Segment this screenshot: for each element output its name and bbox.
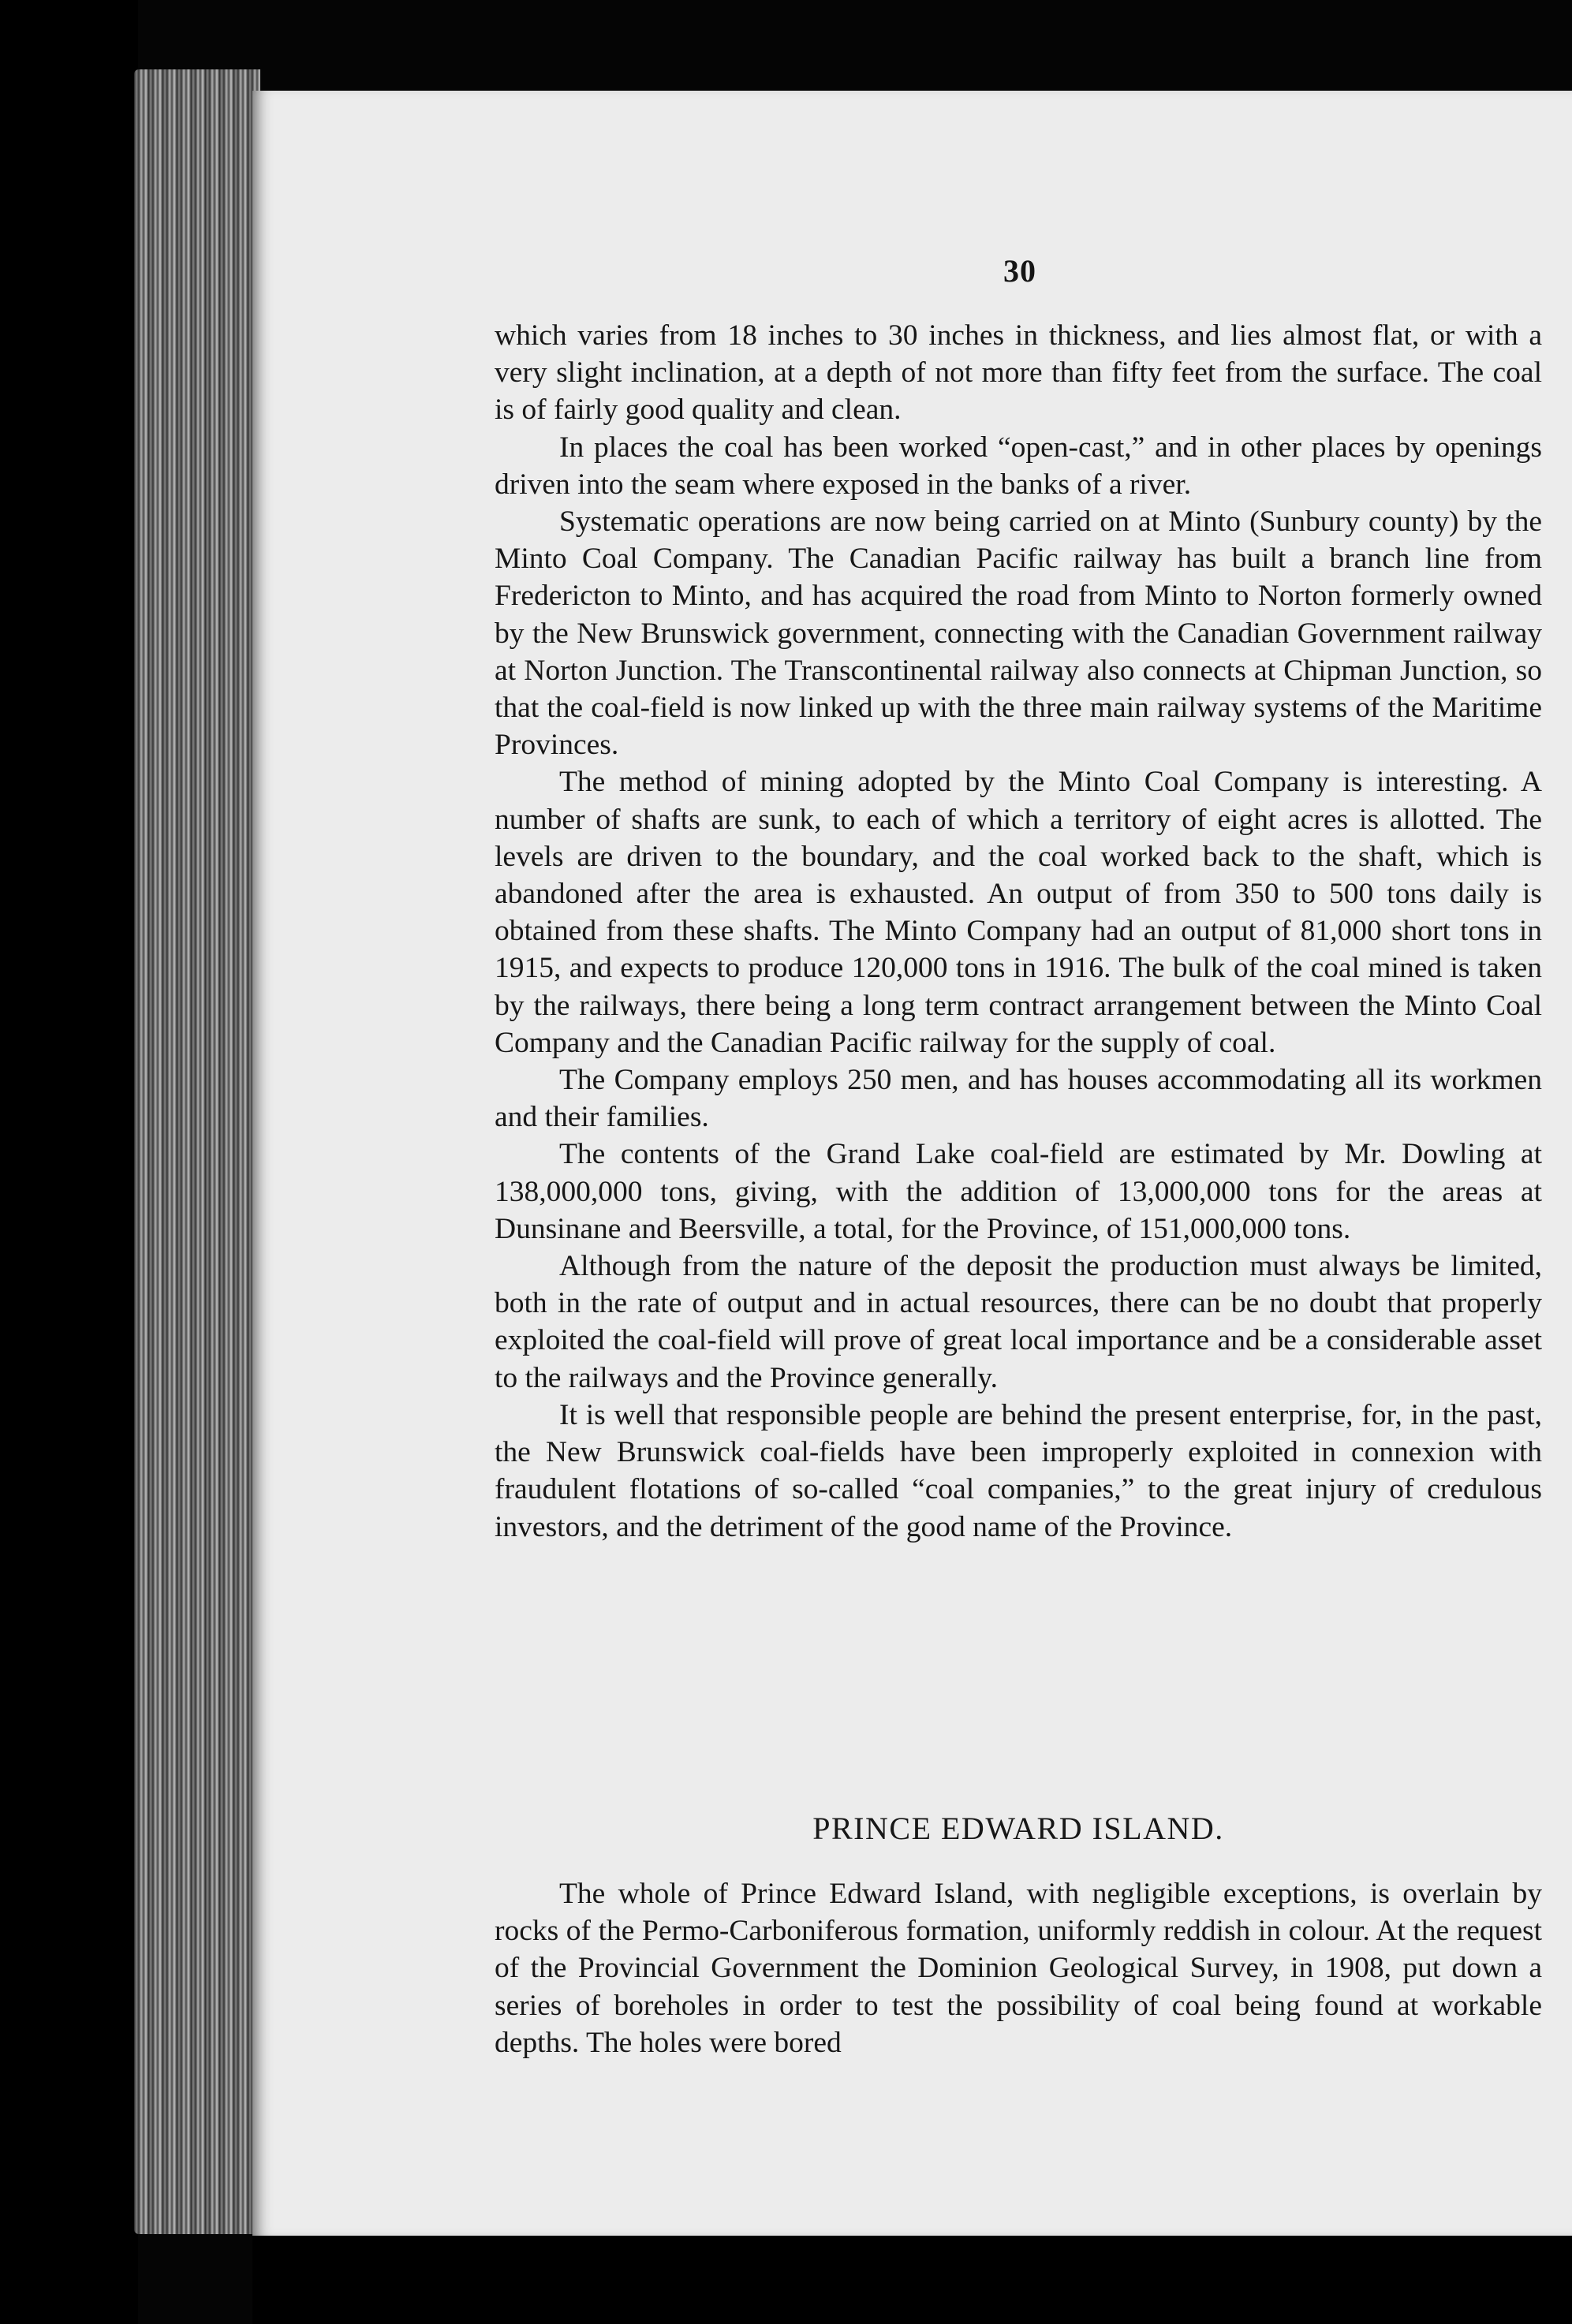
paragraph: Systematic operations are now being carried on at Minto (Sunbury county) by the Minto Coal Company. The Canadian Pacific railway has built a branch line from Fredericton to Minto, and has acquired the road from Minto to Norton formerly owned by the New Brunswick government, connecting with the Canadian Government railway at Norton Junction. The Transcontinental railway also connects at Chipman Junction, so that the coal-field is now linked up with the three main railway systems of the Maritime Provinces.: [495, 505, 1542, 762]
page-number: 30: [1003, 253, 1036, 289]
section-heading: PRINCE EDWARD ISLAND.: [812, 1811, 1224, 1846]
paragraph: The Company employs 250 men, and has houses accommodating all its workmen and their families.: [495, 1064, 1542, 1134]
body-text: [495, 317, 1542, 1546]
paragraph: The contents of the Grand Lake coal-field are estimated by Mr. Dowling at 138,000,000 tons, giving, with the addition of 13,000,000 tons for the areas at Dunsinane and Beersville, a total, for the Province, of 151,000,000 tons.: [495, 1138, 1542, 1245]
book-page-edges: [134, 69, 260, 2234]
paragraph: The whole of Prince Edward Island, with negligible exceptions, is overlain by rocks of the Permo-Carboniferous formation, uniformly reddish in colour. At the request of the Provincial Government the Dominion Geological Survey, in 1908, put down a series of boreholes in order to test the possibility of coal being found at workable depths. The holes were bored: [495, 1878, 1542, 2059]
paragraph: In places the coal has been worked “open-cast,” and in other places by openings driven into the seam where exposed in the banks of a river.: [495, 431, 1542, 501]
paragraph: It is well that responsible people are behind the present enterprise, for, in the past, the New Brunswick coal-fields have been improperly exploited in connexion with fraudulent flotations of so-called “coal companies,” to the great injury of credulous investors, and the detriment of the good name of the Province.: [495, 1398, 1542, 1543]
paragraph-continuation: which varies from 18 inches to 30 inches in thickness, and lies almost flat, or with a very slight inclination, at a depth of not more than fifty feet from the surface. The coal is of fairly good quality and clean.: [495, 319, 1542, 427]
paragraph: The method of mining adopted by the Minto Coal Company is interesting. A number of shafts are sunk, to each of which a territory of eight acres is allotted. The levels are driven to the boundary, and the coal worked back to the shaft, which is abandoned after the area is exhausted. An output of from 350 to 500 tons daily is obtained from these shafts. The Minto Company had an output of 81,000 short tons in 1915, and expects to produce 120,000 tons in 1916. The bulk of the coal mined is taken by the railways, there being a long term contract arrangement between the Minto Coal Company and the Canadian Pacific railway for the supply of coal.: [495, 766, 1542, 1059]
scan-background: [0, 0, 138, 2324]
scan-bottom-border: [252, 2236, 1572, 2324]
paragraph: Although from the nature of the deposit the production must always be limited, both in the rate of output and in actual resources, there can be no doubt that properly exploited the coal-field will prove of great local importance and be a considerable asset to the railways and the Province generally.: [495, 1250, 1542, 1394]
section-body-text: [495, 1875, 1542, 2061]
